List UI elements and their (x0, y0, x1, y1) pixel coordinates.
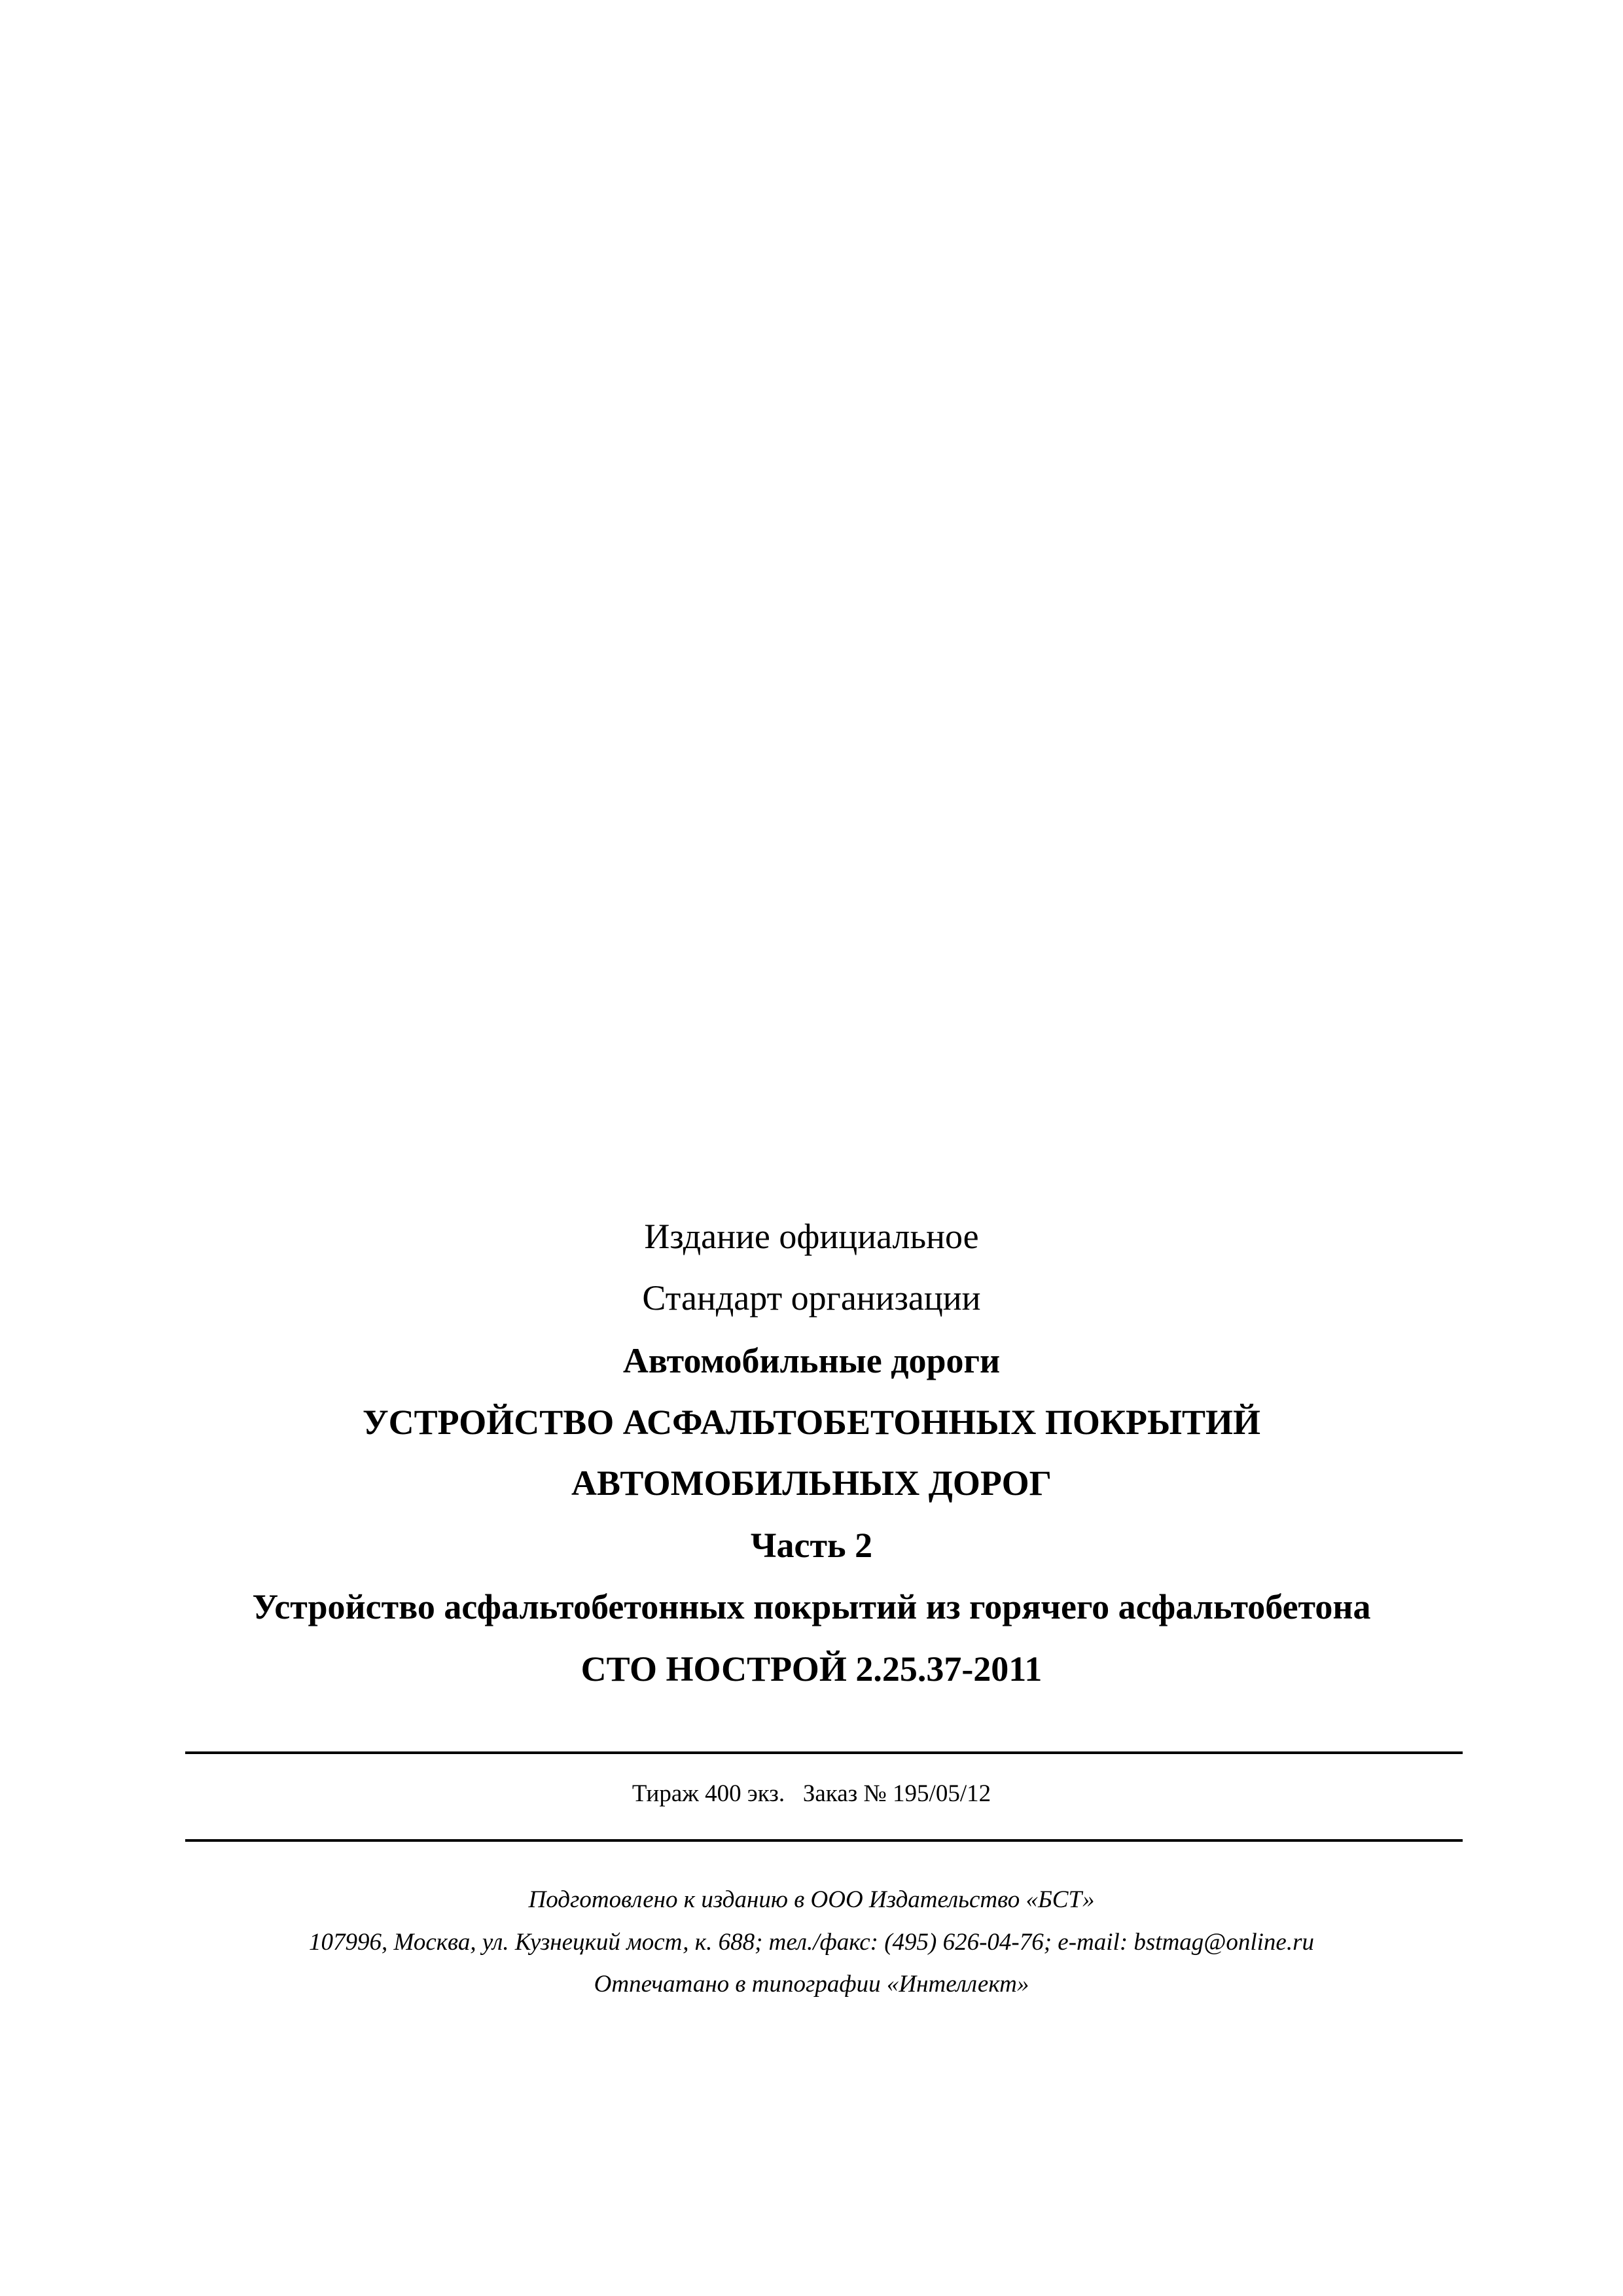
print-info (0, 1782, 1623, 1806)
imprint-address: 107996, Москва, ул. Кузнецкий мост, к. 688; тел./факс: (495) 626-04-76; e-mail: bstmag@online.ru (309, 1929, 1314, 1956)
edition-label: Издание официальное (644, 1217, 979, 1256)
document-subtitle: Устройство асфальтобетонных покрытий из горячего асфальтобетона (252, 1587, 1371, 1626)
document-title-line-1: УСТРОЙСТВО АСФАЛЬТОБЕТОННЫХ ПОКРЫТИЙ (362, 1403, 1261, 1442)
document-subject: Автомобильные дороги (622, 1341, 1001, 1380)
imprint-prepared: Подготовлено к изданию в ООО Издательство «БСТ» (528, 1886, 1095, 1913)
order-number: Заказ № 195/05/12 (802, 1780, 991, 1807)
document-part: Часть 2 (750, 1526, 873, 1565)
document-title-line-2: АВТОМОБИЛЬНЫХ ДОРОГ (571, 1463, 1052, 1503)
document-type: Стандарт организации (642, 1278, 981, 1318)
divider-bottom (185, 1839, 1463, 1842)
imprint-printed: Отпечатано в типографии «Интеллект» (594, 1971, 1029, 1998)
circulation-text: Тираж 400 экз. (632, 1780, 785, 1807)
document-code: СТО НОСТРОЙ 2.25.37-2011 (580, 1649, 1043, 1689)
divider-top (185, 1751, 1463, 1754)
